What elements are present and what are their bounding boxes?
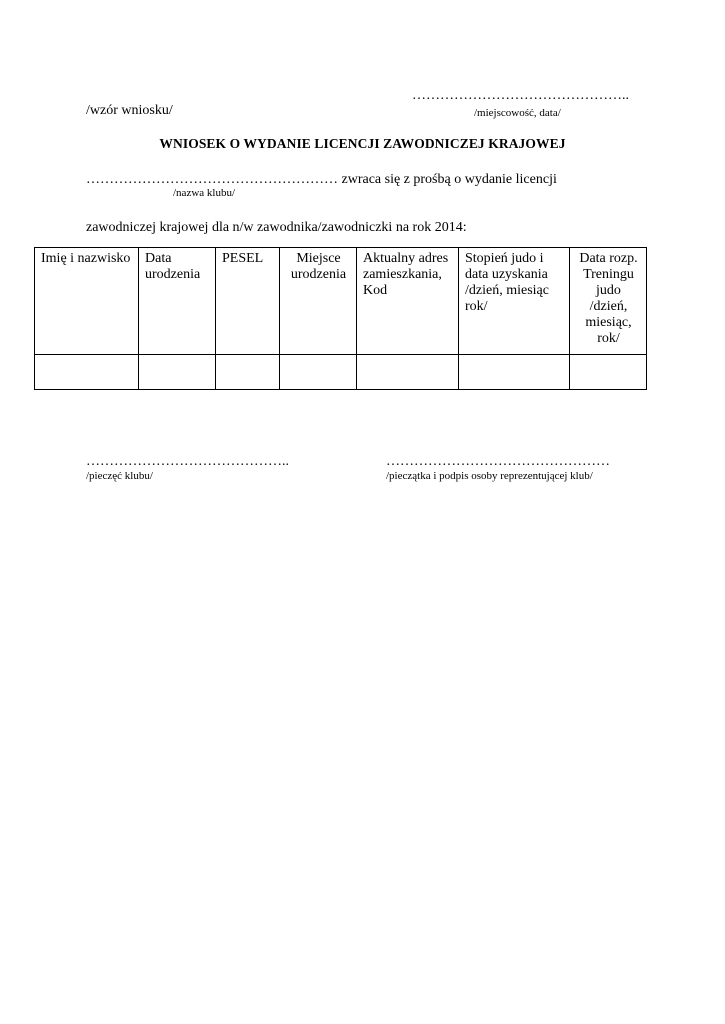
place-date-dots: ……………………………………….. — [412, 88, 629, 103]
cell-name[interactable] — [35, 355, 139, 390]
cell-training-start[interactable] — [570, 355, 647, 390]
column-header-pesel: PESEL — [216, 248, 280, 355]
applicant-table — [34, 247, 647, 390]
club-line — [86, 172, 557, 188]
cell-pesel[interactable] — [216, 355, 280, 390]
cell-address[interactable] — [357, 355, 459, 390]
column-header-birth-date: Data urodzenia — [139, 248, 216, 355]
cell-judo-grade[interactable] — [459, 355, 570, 390]
representative-dots: ………………………………………… — [386, 454, 610, 469]
column-header-birth-place: Miejsce urodzenia — [280, 248, 357, 355]
continuation-text: zawodniczej krajowej dla n/w zawodnika/zawodniczki na rok 2014: — [86, 220, 467, 235]
cell-birth-place[interactable] — [280, 355, 357, 390]
column-header-training-start: Data rozp. Treningu judo /dzień, miesiąc, rok/ — [570, 248, 647, 355]
place-date-caption: /miejscowość, data/ — [474, 107, 561, 119]
column-header-address: Aktualny adres zamieszkania, Kod — [357, 248, 459, 355]
representative-caption: /pieczątka i podpis osoby reprezentującej klub/ — [386, 470, 593, 482]
club-dots: ……………………………………………… — [86, 172, 338, 187]
table-header-row — [35, 248, 647, 355]
club-caption: /nazwa klubu/ — [173, 187, 236, 199]
table-row — [35, 355, 647, 390]
form-label: /wzór wniosku/ — [86, 103, 173, 118]
club-stamp-dots: …………………………………….. — [86, 454, 289, 469]
column-header-judo-grade: Stopień judo i data uzyskania /dzień, miesiąc rok/ — [459, 248, 570, 355]
cell-birth-date[interactable] — [139, 355, 216, 390]
document-title: WNIOSEK O WYDANIE LICENCJI ZAWODNICZEJ KRAJOWEJ — [159, 136, 566, 151]
club-stamp-caption: /pieczęć klubu/ — [86, 470, 153, 482]
request-text: zwraca się z prośbą o wydanie licencji — [341, 172, 557, 187]
column-header-name: Imię i nazwisko — [35, 248, 139, 355]
